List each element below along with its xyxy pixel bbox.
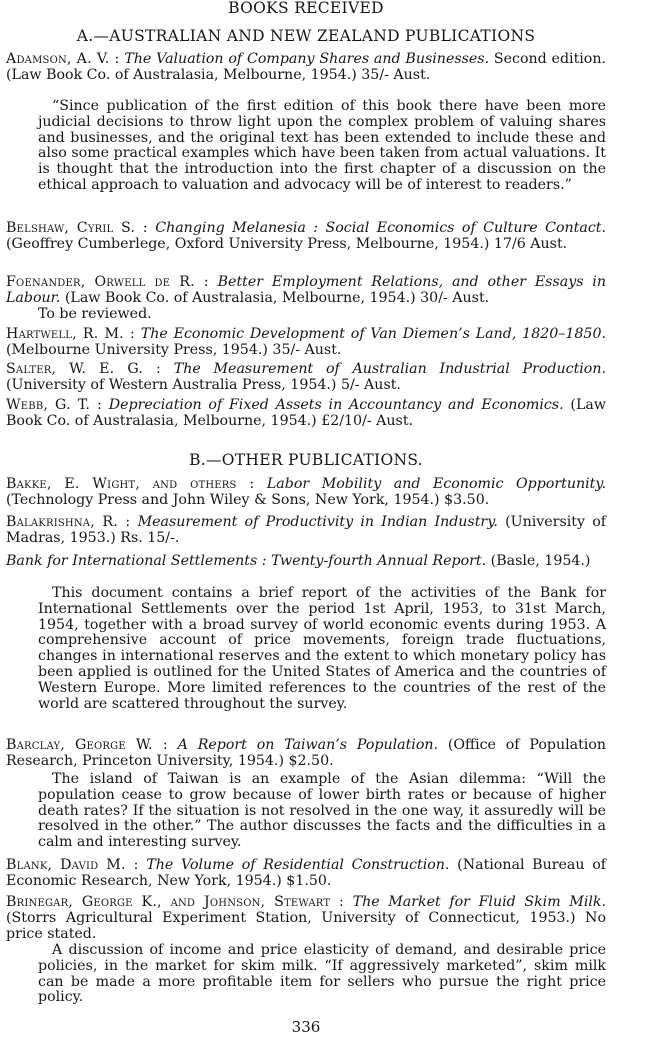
entry-belshaw <box>6 221 606 253</box>
entry-description: “Since publication of the first edition of this book there have been more judicial decisions to throw light upon the complex problem of valuing shares and businesses, and the original text has been extended to include these and also some practical examples which have been taken from actual valuations. It is thought that the introduction into the first chapter of a discussion on the ethical approach to valuation and advocacy will be of interest to readers.” <box>38 98 606 193</box>
entry-author: Foenander, Orwell de R. : <box>6 274 209 290</box>
entry-details: (Storrs Agricultural Experiment Station, University of Connecticut, 1953.) No price stated. <box>6 909 606 942</box>
entry-title: Better Employment Relations, and other Essays in Labour. <box>6 274 606 306</box>
entry-details: (Melbourne University Press, 1954.) 35/- Aust. <box>6 341 342 358</box>
entry-bis <box>6 554 606 570</box>
entry-author: Adamson, A. V. : <box>6 51 120 67</box>
page-title: BOOKS RECEIVED <box>228 0 384 17</box>
entry-title: Depreciation of Fixed Assets in Accountancy and Economics. <box>108 397 564 413</box>
entry-author: Bakke, E. Wight, and others : <box>6 476 255 492</box>
entry-note: To be reviewed. <box>38 306 152 322</box>
entry-author: Webb, G. T. : <box>6 397 102 413</box>
entry-salter <box>6 362 606 394</box>
entry-details: (Office of Population Research, Princeton University, 1954.) $2.50. <box>6 737 606 769</box>
entry-brinegar <box>6 895 606 942</box>
entry-title: Changing Melanesia : Social Economics of Culture Contact. <box>155 220 606 236</box>
entry-title: Labor Mobility and Economic Opportunity. <box>266 476 606 492</box>
section-b-heading: B.—OTHER PUBLICATIONS. <box>189 451 423 469</box>
entry-details: Second edition. (Law Book Co. of Australasia, Melbourne, 1954.) 35/- Aust. <box>6 51 607 83</box>
entry-description: A discussion of income and price elasticity of demand, and desirable price policies, in the market for skim milk. “If aggressively marketed”, skim milk can be made a more profitable item for sellers who pursue the right price policy. <box>38 942 606 1006</box>
entry-title: A Report on Taiwan’s Population. <box>177 737 439 753</box>
entry-author: Blank, David M. : <box>6 857 139 873</box>
entry-title: The Volume of Residential Construction. <box>146 857 450 873</box>
entry-description: The island of Taiwan is an example of the Asian dilemma: “Will the population cease to grow because of lower birth rates or because of higher death rates? If the situation is not resolved in the one way, it assuredly will be resolved in the other.” The author discusses the facts and the difficulties in a calm and interesting survey. <box>38 771 606 851</box>
entry-author: Balakrishna, R. : <box>6 514 131 530</box>
entry-title: The Valuation of Company Shares and Businesses. <box>124 51 490 67</box>
entry-description: This document contains a brief report of the activities of the Bank for International Settlements over the period 1st April, 1953, to 31st March, 1954, together with a broad survey of world economic events during 1953. A comprehensive account of price movements, foreign trade fluctuations, changes in international reserves and the extent to which monetary policy has been applied is outlined for the United States of America and the countries of Western Europe. More limited references to the countries of the rest of the world are scattered throughout the survey. <box>38 585 606 712</box>
entry-details: (Basle, 1954.) <box>490 553 591 569</box>
entry-author: Belshaw, Cyril S. : <box>6 220 148 236</box>
entry-bakke <box>6 477 606 509</box>
entry-title: The Economic Development of Van Diemen’s Land, 1820–1850. <box>140 326 606 342</box>
entry-details: (Law Book Co. of Australasia, Melbourne, 1954.) £2/10/- Aust. <box>6 397 606 429</box>
entry-details: (Geoffrey Cumberlege, Oxford University Press, Melbourne, 1954.) 17/6 Aust. <box>6 235 568 252</box>
entry-details: (Technology Press and John Wiley & Sons, New York, 1954.) $3.50. <box>6 491 490 508</box>
entry-adamson <box>6 52 606 84</box>
entry-details: (National Bureau of Economic Research, New York, 1954.) $1.50. <box>6 857 606 889</box>
entry-author: Salter, W. E. G. : <box>6 361 161 377</box>
entry-blank <box>6 858 606 890</box>
page-number: 336 <box>291 1018 321 1036</box>
entry-author: Brinegar, George K., and Johnson, Stewart : <box>6 894 345 910</box>
entry-title: Bank for International Settlements : Twenty-fourth Annual Report. <box>6 553 487 569</box>
entry-author: Hartwell, R. M. : <box>6 326 135 342</box>
entry-hartwell <box>6 327 606 359</box>
entry-foenander <box>6 275 606 307</box>
entry-title: The Measurement of Australian Industrial Production. <box>173 361 606 377</box>
entry-details: (University of Madras, 1953.) Rs. 15/-. <box>6 514 607 546</box>
entry-details: (Law Book Co. of Australasia, Melbourne, 1954.) 30/- Aust. <box>64 289 490 306</box>
entry-details: (University of Western Australia Press, 1954.) 5/- Aust. <box>6 376 401 393</box>
entry-barclay <box>6 738 606 770</box>
entry-title: The Market for Fluid Skim Milk. <box>352 894 606 910</box>
entry-author: Barclay, George W. : <box>6 737 168 753</box>
entry-webb <box>6 398 606 430</box>
entry-balakrishna <box>6 515 606 547</box>
entry-title: Measurement of Productivity in Indian Industry. <box>137 514 498 530</box>
section-a-heading: A.—AUSTRALIAN AND NEW ZEALAND PUBLICATIONS <box>76 27 536 45</box>
